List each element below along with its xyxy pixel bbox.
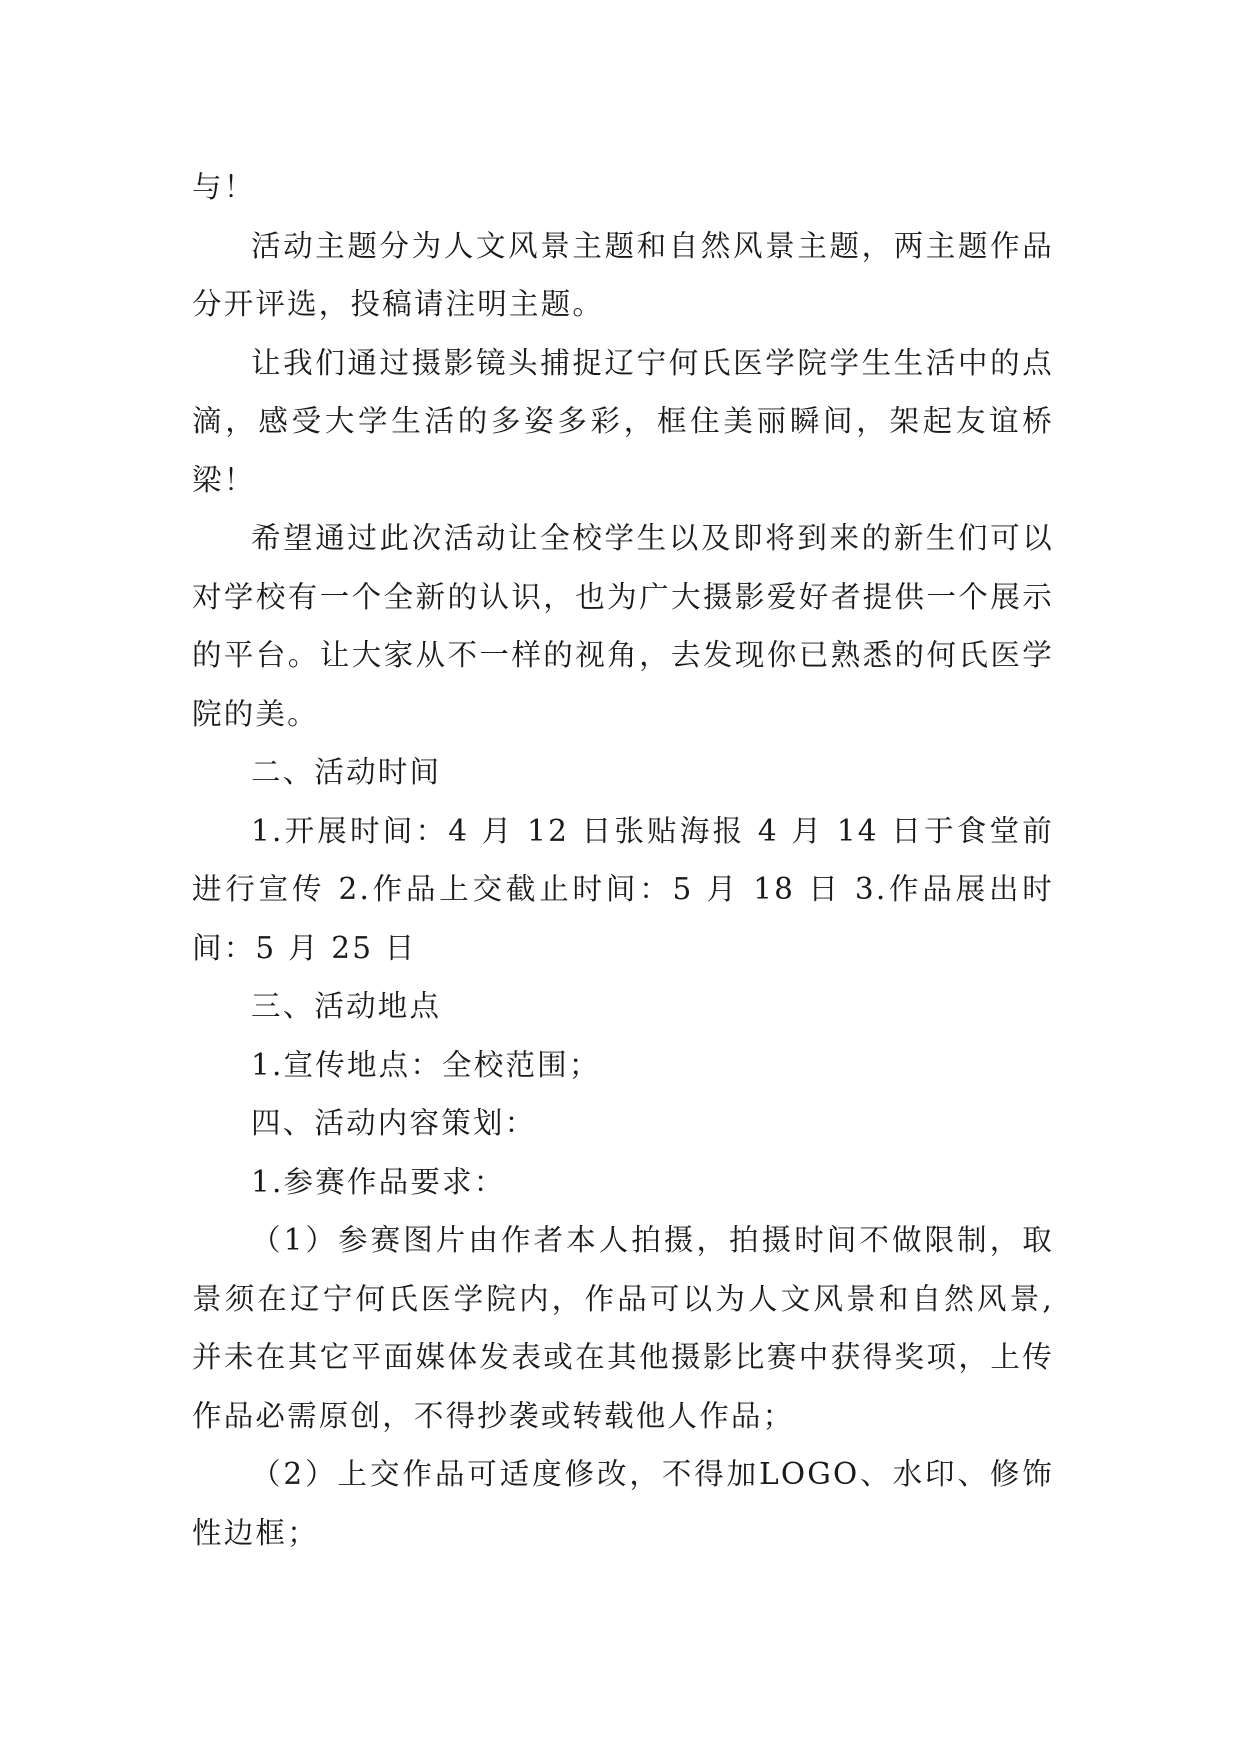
paragraph-continuation: 与！ (192, 170, 256, 204)
requirement-item-1: （1）参赛图片由作者本人拍摄，拍摄时间不做限制，取景须在辽宁何氏医学院内，作品可以为人文风景和自然风景,并未在其它平面媒体发表或在其他摄影比赛中获得奖项，上传作品必需原创，不得抄袭或转载他人作品； (192, 1223, 1054, 1433)
paragraph-schedule: 1.开展时间：4 月 12 日张贴海报 4 月 14 日于食堂前进行宣传 2.作品上交截止时间：5 月 18 日 3.作品展出时间：5 月 25 日 (192, 813, 1054, 965)
paragraph-location: 1.宣传地点：全校范围； (251, 1047, 601, 1082)
paragraph-hope: 希望通过此次活动让全校学生以及即将到来的新生们可以对学校有一个全新的认识，也为广大摄影爱好者提供一个展示的平台。让大家从不一样的视角，去发现你已熟悉的何氏医学院的美。 (192, 521, 1054, 731)
paragraph-purpose: 让我们通过摄影镜头捕捉辽宁何氏医学院学生生活中的点滴，感受大学生活的多姿多彩，框住美丽瞬间，架起友谊桥梁！ (192, 345, 1054, 497)
section-heading-content: 四、活动内容策划： (251, 1106, 537, 1140)
section-heading-location: 三、活动地点 (251, 989, 442, 1023)
document-body (192, 158, 1054, 1562)
requirement-item-2: （2）上交作品可适度修改，不得加LOGO、水印、修饰性边框； (192, 1457, 1054, 1550)
section-heading-time: 二、活动时间 (251, 755, 442, 789)
subheading-requirements: 1.参赛作品要求： (251, 1164, 506, 1199)
paragraph-theme: 活动主题分为人文风景主题和自然风景主题，两主题作品分开评选，投稿请注明主题。 (192, 228, 1054, 321)
